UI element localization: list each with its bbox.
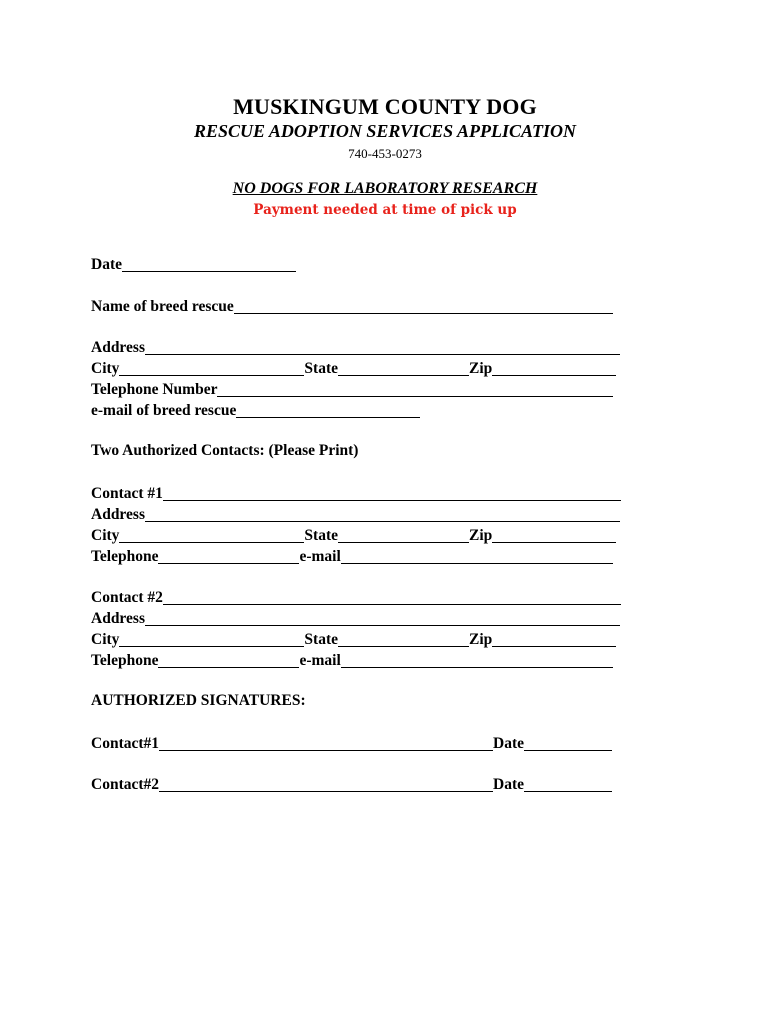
city-label: City (91, 360, 120, 377)
signature2-field[interactable] (159, 777, 493, 792)
date-label: Date (493, 776, 525, 793)
payment-note: Payment needed at time of pick up (253, 202, 517, 218)
rescue-city-field[interactable] (119, 361, 304, 376)
contact1-city-row (91, 525, 616, 546)
form-subtitle: RESCUE ADOPTION SERVICES APPLICATION (194, 121, 576, 141)
contact2-label: Contact #2 (91, 589, 163, 606)
contact1-telephone-field[interactable] (158, 549, 299, 564)
contact2-address-row (91, 608, 620, 629)
contact1-email-field[interactable] (341, 549, 613, 564)
phone-number: 740-453-0273 (348, 146, 422, 161)
signature1-field[interactable] (159, 736, 493, 751)
contact2-telephone-field[interactable] (158, 653, 299, 668)
zip-label: Zip (469, 527, 493, 544)
state-label: State (304, 527, 338, 544)
signatures-heading: AUTHORIZED SIGNATURES: (91, 692, 306, 709)
email-label: e-mail (299, 652, 341, 669)
signature1-date-field[interactable] (524, 736, 612, 751)
signature1-label: Contact#1 (91, 735, 160, 752)
address-label: Address (91, 610, 145, 627)
contact1-city-field[interactable] (119, 528, 304, 543)
zip-label: Zip (469, 360, 493, 377)
city-label: City (91, 631, 120, 648)
contact1-state-field[interactable] (338, 528, 469, 543)
date-label: Date (493, 735, 525, 752)
address-label: Address (91, 506, 145, 523)
telephone-label: Telephone (91, 548, 159, 565)
rescue-address-field[interactable] (145, 340, 620, 355)
contact1-phone-row (91, 546, 613, 567)
email-breed-label: e-mail of breed rescue (91, 402, 237, 419)
contact1-label: Contact #1 (91, 485, 163, 502)
contact2-city-field[interactable] (119, 632, 304, 647)
contact2-address-field[interactable] (145, 611, 620, 626)
telephone-number-label: Telephone Number (91, 381, 218, 398)
signature2-row (91, 774, 612, 795)
signature2-date-field[interactable] (524, 777, 612, 792)
contact1-name-row (91, 483, 621, 504)
email-label: e-mail (299, 548, 341, 565)
rescue-email-field[interactable] (236, 403, 420, 418)
rescue-zip-field[interactable] (492, 361, 616, 376)
date-field[interactable] (122, 257, 296, 272)
contact2-state-field[interactable] (338, 632, 469, 647)
state-label: State (304, 631, 338, 648)
telephone-label: Telephone (91, 652, 159, 669)
contacts-heading: Two Authorized Contacts: (Please Print) (91, 442, 359, 459)
contact1-zip-field[interactable] (492, 528, 616, 543)
contact2-city-row (91, 629, 616, 650)
contact2-zip-field[interactable] (492, 632, 616, 647)
rescue-address-row (91, 337, 620, 358)
lab-research-notice: NO DOGS FOR LABORATORY RESEARCH (232, 180, 538, 197)
rescue-city-row (91, 358, 616, 379)
signature2-label: Contact#2 (91, 776, 160, 793)
zip-label: Zip (469, 631, 493, 648)
contact1-address-row (91, 504, 620, 525)
contact2-email-field[interactable] (341, 653, 613, 668)
state-label: State (304, 360, 338, 377)
contact2-name-field[interactable] (163, 590, 621, 605)
signature1-row (91, 733, 612, 754)
breed-rescue-row (91, 296, 613, 317)
rescue-telephone-field[interactable] (217, 382, 613, 397)
rescue-telephone-row (91, 379, 613, 400)
breed-rescue-field[interactable] (234, 299, 613, 314)
breed-rescue-label: Name of breed rescue (91, 298, 234, 315)
contact1-address-field[interactable] (145, 507, 620, 522)
date-label: Date (91, 256, 122, 273)
contact2-name-row (91, 587, 621, 608)
rescue-email-row (91, 400, 420, 421)
contact2-phone-row (91, 650, 613, 671)
rescue-state-field[interactable] (338, 361, 469, 376)
form-title: MUSKINGUM COUNTY DOG (233, 94, 537, 119)
city-label: City (91, 527, 120, 544)
date-row (91, 254, 296, 275)
address-label: Address (91, 339, 145, 356)
contact1-name-field[interactable] (163, 486, 621, 501)
